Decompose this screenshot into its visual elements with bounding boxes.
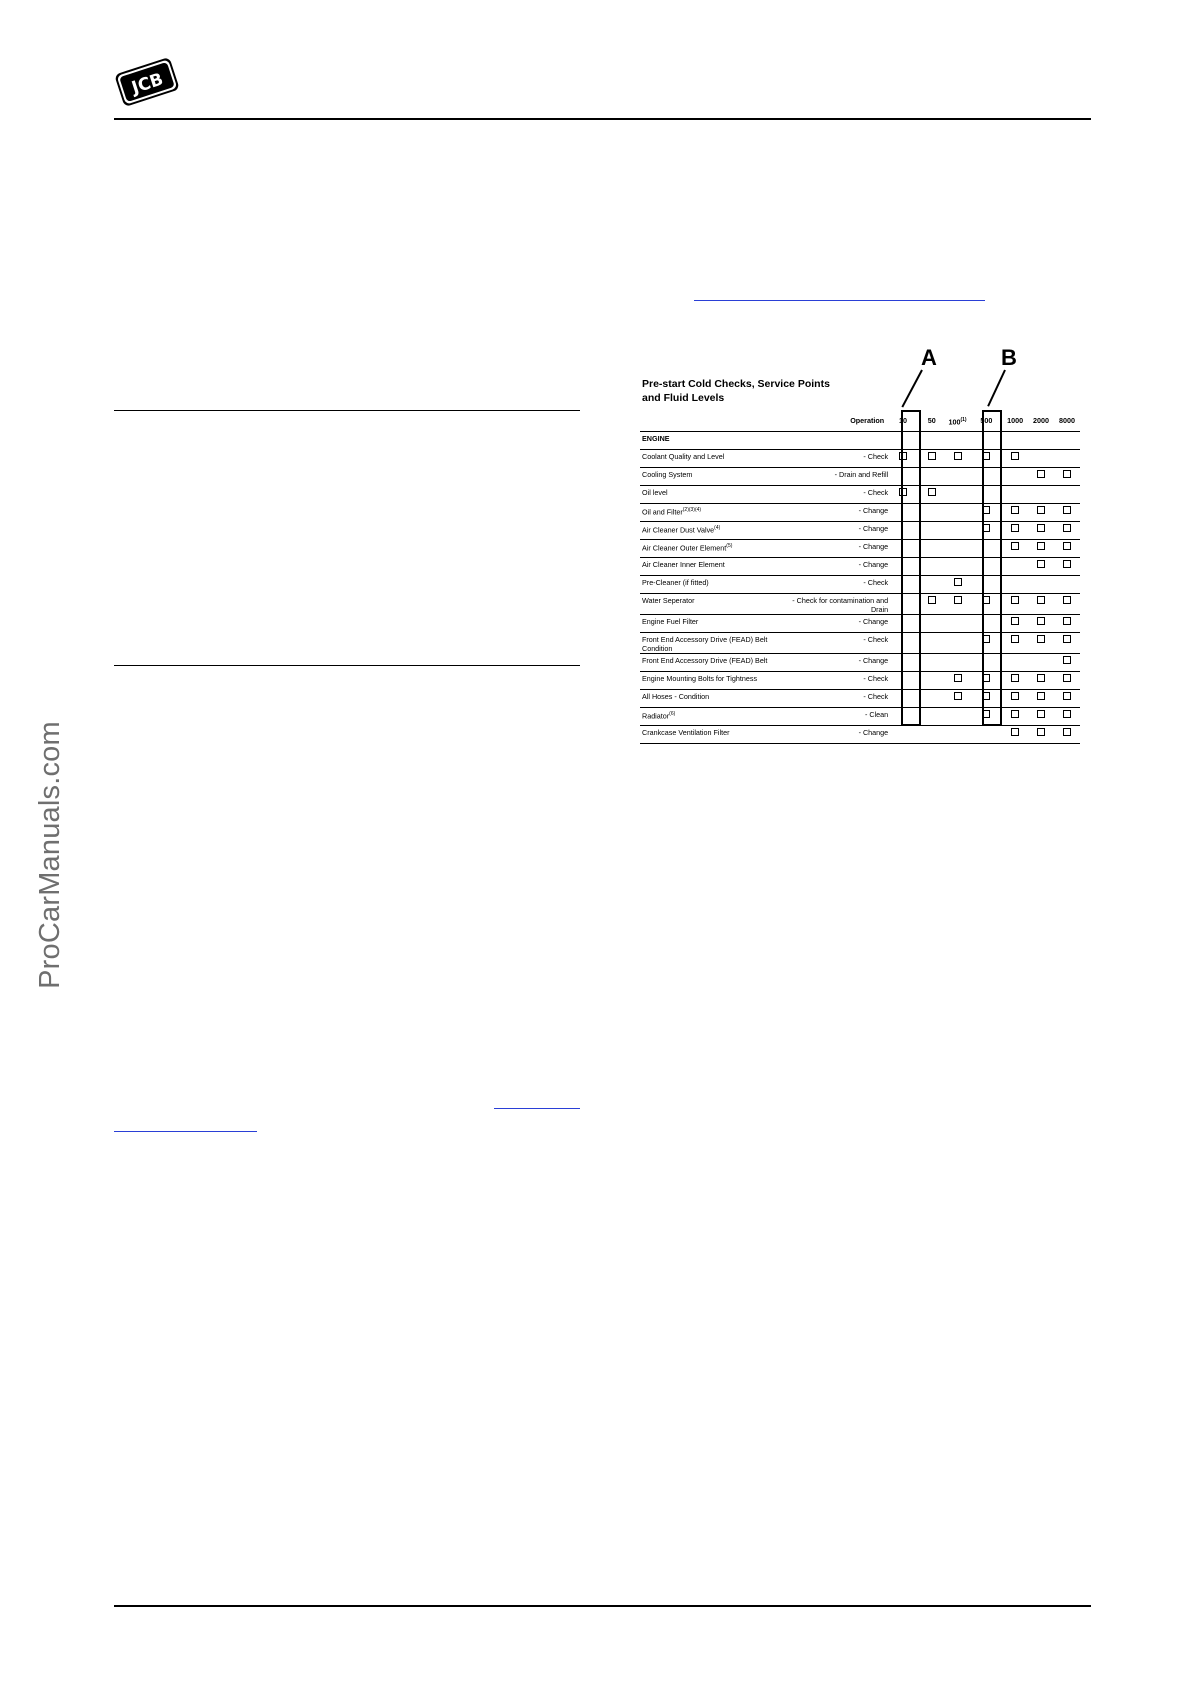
table-row (640, 504, 1080, 522)
checkbox-mark (1063, 560, 1071, 568)
checkbox-mark (928, 452, 936, 460)
operation-label: Pre-Cleaner (if fitted) (640, 576, 787, 594)
table-row (640, 468, 1080, 486)
section-divider (114, 410, 580, 411)
callout-leader (987, 370, 1006, 407)
column-header: 8000 (1054, 412, 1080, 432)
service-schedule-table (640, 412, 1080, 744)
callout-a: A (921, 345, 937, 370)
table-row (640, 708, 1080, 726)
table-row (640, 486, 1080, 504)
figure-title-line: Pre-start Cold Checks, Service Points (642, 378, 830, 390)
checkbox-mark (1037, 560, 1045, 568)
operation-action: - Change (787, 726, 890, 744)
checkbox-mark (1037, 506, 1045, 514)
checkbox-mark (1011, 596, 1019, 604)
checkbox-mark (1011, 617, 1019, 625)
cross-reference-link[interactable] (494, 1108, 580, 1109)
column-header: 100$^{(1)}$ (945, 412, 971, 432)
operation-action: - Change (787, 540, 890, 558)
checkbox-mark (1037, 617, 1045, 625)
operation-label: Crankcase Ventilation Filter (640, 726, 787, 744)
checkbox-mark (954, 578, 962, 586)
checkbox-mark (1011, 710, 1019, 718)
service-schedule-figure (638, 345, 1080, 737)
table-row (640, 594, 1080, 615)
checkbox-mark (1063, 617, 1071, 625)
operation-label: Radiator$^{(6)}$ (640, 708, 787, 726)
checkbox-mark (1011, 635, 1019, 643)
section-label: ENGINE (640, 432, 1080, 450)
operation-label: All Hoses - Condition (640, 690, 787, 708)
checkbox-mark (1037, 692, 1045, 700)
operation-label: Coolant Quality and Level (640, 450, 787, 468)
operation-action: - Drain and Refill (787, 468, 890, 486)
checkbox-mark (1063, 674, 1071, 682)
checkbox-mark (1037, 596, 1045, 604)
callout-leader (901, 370, 922, 408)
table-row (640, 672, 1080, 690)
checkbox-mark (1063, 728, 1071, 736)
table-row (640, 576, 1080, 594)
checkbox-mark (1011, 728, 1019, 736)
checkbox-mark (1037, 674, 1045, 682)
checkbox-mark (1063, 506, 1071, 514)
column-header: 500 (973, 412, 999, 432)
checkbox-mark (1011, 674, 1019, 682)
checkbox-mark (1037, 524, 1045, 532)
checkbox-mark (1011, 692, 1019, 700)
checkbox-mark (1063, 635, 1071, 643)
section-row (640, 432, 1080, 450)
checkbox-mark (1037, 635, 1045, 643)
checkbox-mark (1063, 692, 1071, 700)
checkbox-mark (1037, 728, 1045, 736)
operation-label: Oil and Filter$^{(2)(3)(4)}$ (640, 504, 787, 522)
checkbox-mark (1063, 470, 1071, 478)
checkbox-mark (1063, 710, 1071, 718)
operation-action: - Change (787, 654, 890, 672)
checkbox-mark (1063, 524, 1071, 532)
cross-reference-link[interactable] (114, 1131, 257, 1132)
checkbox-mark (1011, 542, 1019, 550)
table-row (640, 615, 1080, 633)
highlight-500h-column (982, 410, 1002, 726)
column-header: Operation (640, 412, 890, 432)
checkbox-mark (1037, 710, 1045, 718)
footer-divider (114, 1605, 1091, 1607)
operation-label: Front End Accessory Drive (FEAD) Belt (640, 654, 787, 672)
operation-label: Cooling System (640, 468, 787, 486)
operation-action: - Change (787, 615, 890, 633)
operation-label: Oil level (640, 486, 787, 504)
operation-label: Water Seperator (640, 594, 787, 615)
jcb-logo (114, 55, 180, 109)
operation-action: - Change (787, 522, 890, 540)
operation-label: Air Cleaner Dust Valve$^{(4)}$ (640, 522, 787, 540)
checkbox-mark (1037, 470, 1045, 478)
operation-action: - Change (787, 558, 890, 576)
operation-action: - Check (787, 576, 890, 594)
operation-action: - Check (787, 690, 890, 708)
column-header: 1000 (1002, 412, 1028, 432)
operation-action: - Check (787, 672, 890, 690)
checkbox-mark (1011, 506, 1019, 514)
table-row (640, 654, 1080, 672)
watermark: ProCarManuals.com (34, 721, 66, 989)
operation-label: Front End Accessory Drive (FEAD) Belt Condition (640, 633, 787, 654)
operation-label: Air Cleaner Inner Element (640, 558, 787, 576)
table-row (640, 540, 1080, 558)
header-divider (114, 118, 1091, 120)
figure-title-line: and Fluid Levels (642, 392, 725, 404)
table-row (640, 633, 1080, 654)
checkbox-mark (954, 596, 962, 604)
checkbox-mark (954, 674, 962, 682)
table-row (640, 726, 1080, 744)
checkbox-mark (954, 452, 962, 460)
table-row (640, 558, 1080, 576)
operation-action: - Check for contamination and Drain (787, 594, 890, 615)
operation-action: - Check (787, 633, 890, 654)
highlight-10h-column (901, 410, 921, 726)
checkbox-mark (928, 488, 936, 496)
checkbox-mark (954, 692, 962, 700)
column-header: 10 (890, 412, 916, 432)
checkbox-mark (1063, 596, 1071, 604)
operation-action: - Change (787, 504, 890, 522)
checkbox-mark (1011, 452, 1019, 460)
operation-action: - Check (787, 450, 890, 468)
checkbox-mark (928, 596, 936, 604)
figure-title (642, 377, 830, 405)
table-header-row (640, 412, 1080, 432)
section-divider (114, 665, 580, 666)
table-row (640, 450, 1080, 468)
table-row (640, 522, 1080, 540)
checkbox-mark (1011, 524, 1019, 532)
column-header: 2000 (1028, 412, 1054, 432)
operation-action: - Clean (787, 708, 890, 726)
callout-b: B (1001, 345, 1017, 370)
operation-action: - Check (787, 486, 890, 504)
checkbox-mark (1063, 656, 1071, 664)
operation-label: Air Cleaner Outer Element$^{(5)}$ (640, 540, 787, 558)
column-header: 50 (919, 412, 945, 432)
logo-text: JCB (129, 69, 166, 99)
operation-label: Engine Fuel Filter (640, 615, 787, 633)
cross-reference-link[interactable] (694, 300, 985, 301)
table-row (640, 690, 1080, 708)
checkbox-mark (1037, 542, 1045, 550)
operation-label: Engine Mounting Bolts for Tightness (640, 672, 787, 690)
checkbox-mark (1063, 542, 1071, 550)
